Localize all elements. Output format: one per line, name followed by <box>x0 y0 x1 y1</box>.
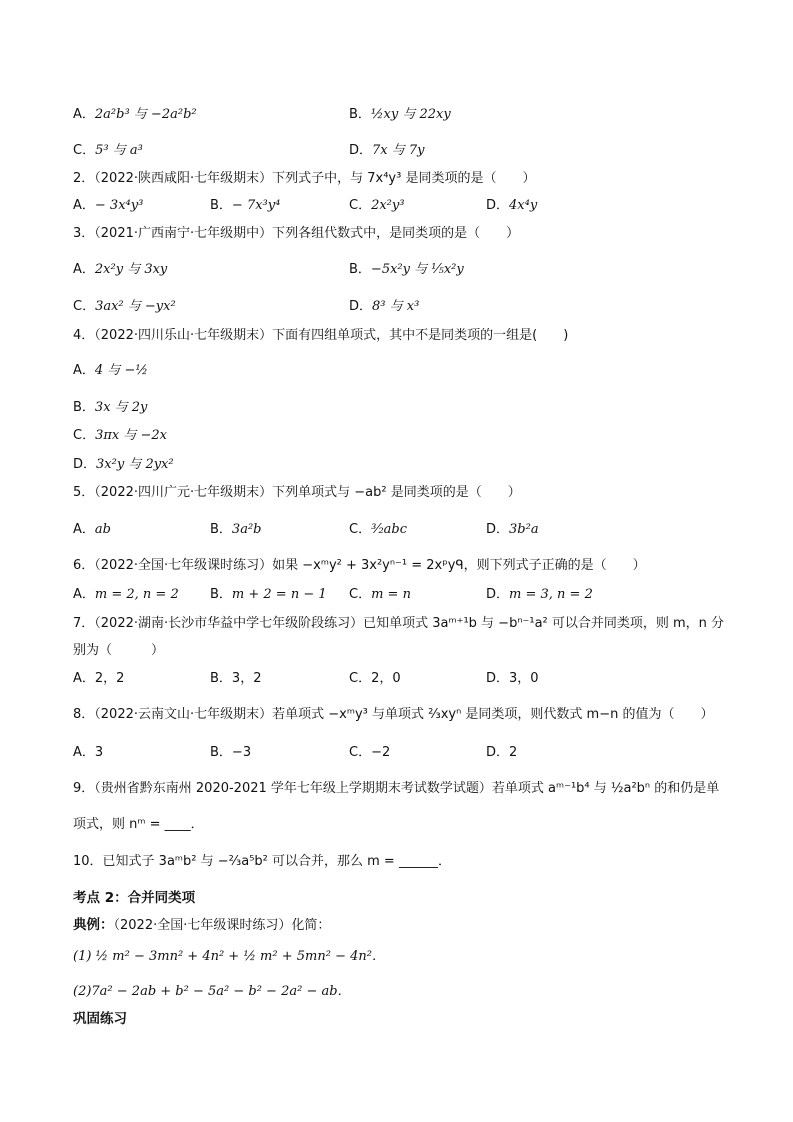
q2-option-a: A．− 3x⁴y³ <box>73 198 144 213</box>
q2-option-d: D．4x⁴y <box>486 198 538 213</box>
q5-option-d: D．3b²a <box>486 522 539 537</box>
example-source: （2022·全国·七年级课时练习）化简： <box>113 918 331 933</box>
example-label: 典例： <box>73 917 114 933</box>
q3-option-d: D．8³ 与 x³ <box>349 299 420 314</box>
q8-option-d: D．2 <box>486 745 518 760</box>
q7-stem-line2: 别为（ ） <box>73 643 165 658</box>
q4-option-d: D．3x²y 与 2yx² <box>73 457 174 472</box>
q3-option-b: B．−5x²y 与 ⅕x²y <box>349 262 464 277</box>
q8-option-a: A．3 <box>73 745 104 760</box>
example-line <box>73 916 330 935</box>
q7-stem-line1: 7．（2022·湖南·长沙市华益中学七年级阶段练习）已知单项式 3aᵐ⁺¹b 与 −bⁿ⁻¹a² 可以合并同类项，则 m，n 分 <box>73 616 725 631</box>
q7-option-c: C．2，0 <box>349 671 401 686</box>
q3-option-c: C．3ax² 与 −yx² <box>73 299 176 314</box>
q9-stem-line2: 项式，则 nᵐ = ____． <box>73 817 204 832</box>
q10-stem: 10．已知式子 3aᵐb² 与 −⅔a⁵b² 可以合并，那么 m = ______． <box>73 854 451 869</box>
q6-stem: 6．（2022·全国·七年级课时练习）如果 −xᵐy² + 3x²yⁿ⁻¹ = 2xᵖyᑫ，则下列式子正确的是（ ） <box>73 558 646 573</box>
q6-option-b: B．m + 2 = n − 1 <box>210 587 327 602</box>
q5-option-b: B．3a²b <box>210 522 262 537</box>
q1-option-d: D．7x 与 7y <box>349 143 425 158</box>
q2-option-c: C．2x²y³ <box>349 198 405 213</box>
q5-stem: 5．（2022·四川广元·七年级期末）下列单项式与 −ab² 是同类项的是（ ） <box>73 485 521 500</box>
q4-stem: 4．（2022·四川乐山·七年级期末）下面有四组单项式，其中不是同类项的一组是( ) <box>73 328 569 343</box>
example-item-1: (1) ½ m² − 3mn² + 4n² + ½ m² + 5mn² − 4n²． <box>73 949 385 964</box>
q9-stem-line1: 9．（贵州省黔东南州 2020-2021 学年七年级上学期期末考试数学试题）若单项式 aᵐ⁻¹b⁴ 与 ½a²bⁿ 的和仍是单 <box>73 781 720 796</box>
q1-option-a: A．2a²b³ 与 −2a²b² <box>73 107 197 122</box>
q3-option-a: A．2x²y 与 3xy <box>73 262 168 277</box>
q6-option-c: C．m = n <box>349 587 411 602</box>
q5-option-c: C．³⁄₂abc <box>349 522 408 537</box>
q2-stem: 2．（2022·陕西咸阳·七年级期末）下列式子中，与 7x⁴y³ 是同类项的是（ ） <box>73 171 536 186</box>
q4-option-b: B．3x 与 2y <box>73 400 148 415</box>
q8-stem: 8．（2022·云南文山·七年级期末）若单项式 −xᵐy³ 与单项式 ⅔xyⁿ 是同类项，则代数式 m−n 的值为（ ） <box>73 707 714 722</box>
q5-option-a: A．ab <box>73 522 111 537</box>
q7-option-b: B．3，2 <box>210 671 262 686</box>
section-heading: 考点 2：合并同类项 <box>73 890 196 906</box>
q8-option-c: C．−2 <box>349 745 391 760</box>
q7-option-d: D．3，0 <box>486 671 539 686</box>
q2-option-b: B．− 7x³y⁴ <box>210 198 281 213</box>
q1-option-c: C．5³ 与 a³ <box>73 143 143 158</box>
q8-option-b: B．−3 <box>210 745 252 760</box>
q4-option-c: C．3πx 与 −2x <box>73 428 167 443</box>
q6-option-a: A．m = 2, n = 2 <box>73 587 179 602</box>
example-item-2: (2)7a² − 2ab + b² − 5a² − b² − 2a² − ab． <box>73 984 351 999</box>
q7-option-a: A．2，2 <box>73 671 125 686</box>
practice-heading: 巩固练习 <box>73 1011 127 1027</box>
q6-option-d: D．m = 3, n = 2 <box>486 587 593 602</box>
q4-option-a: A．4 与 −½ <box>73 363 148 378</box>
q1-option-b: B．½xy 与 22xy <box>349 107 451 122</box>
q3-stem: 3．（2021·广西南宁·七年级期中）下列各组代数式中，是同类项的是（ ） <box>73 226 520 241</box>
